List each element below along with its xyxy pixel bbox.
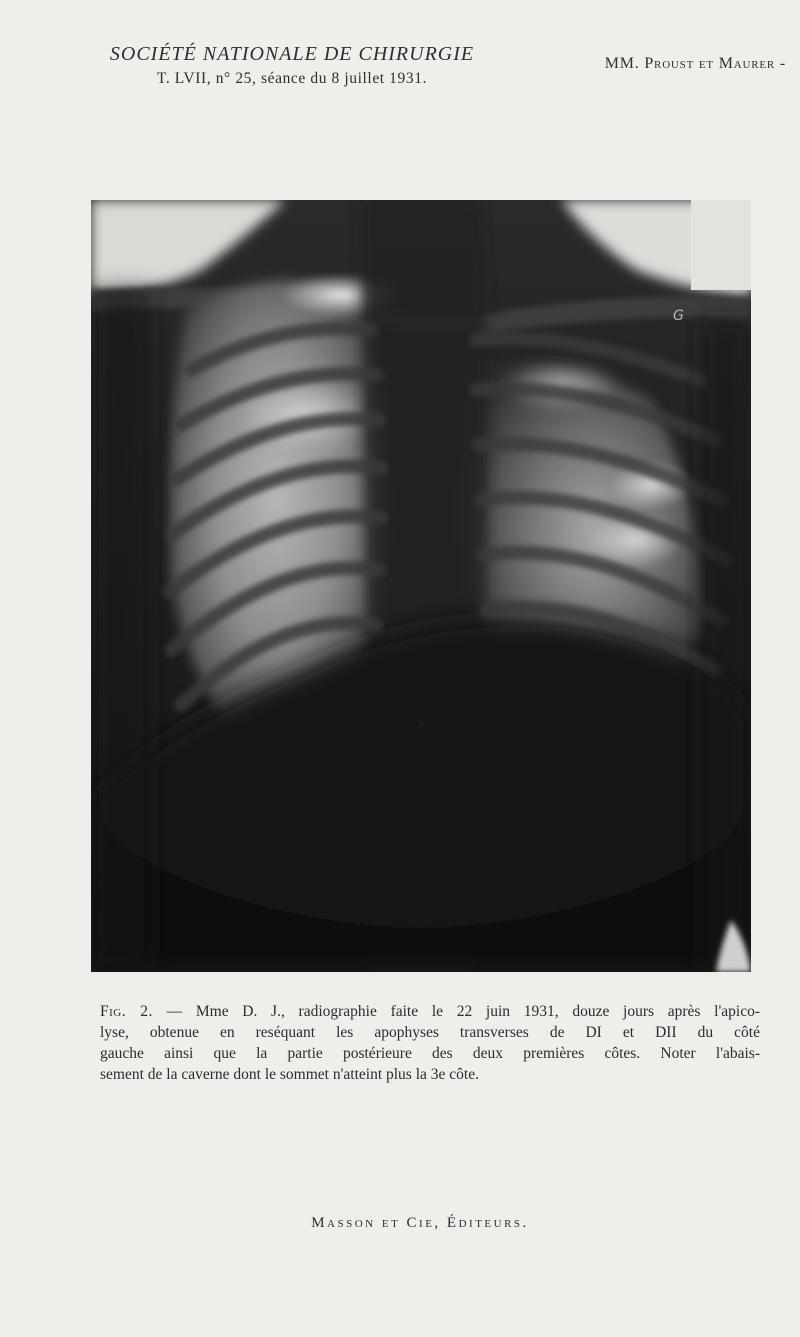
running-header	[92, 42, 492, 90]
caption-line-4: sement de la caverne dont le sommet n'atteint plus la 3e côte.	[100, 1066, 479, 1083]
caption-line-3: gauche ainsi que la partie postérieure des deux premières côtes. Noter l'abais-	[100, 1045, 760, 1062]
authors-header: MM. Proust et Maurer -	[604, 55, 786, 72]
figure-label: Fig. 2.	[100, 1003, 153, 1020]
radiograph-figure	[91, 200, 751, 972]
caption-line-1	[100, 1001, 760, 1022]
caption-line-1-text: — Mme D. J., radiographie faite le 22 juin 1931, douze jours après l'apico-	[152, 1003, 760, 1020]
caption-line-2: lyse, obtenue en reséquant les apophyses transverses de DI et DII du côté	[100, 1024, 760, 1041]
film-marker-letter: G	[673, 308, 684, 324]
figure-caption	[100, 1001, 760, 1085]
chest-xray-image	[91, 200, 751, 972]
session-info: T. LVII, n° 25, séance du 8 juillet 1931.	[156, 70, 428, 87]
society-title: SOCIÉTÉ NATIONALE DE CHIRURGIE	[109, 43, 475, 65]
publisher-imprint: Masson et Cie, Éditeurs.	[311, 1215, 529, 1231]
